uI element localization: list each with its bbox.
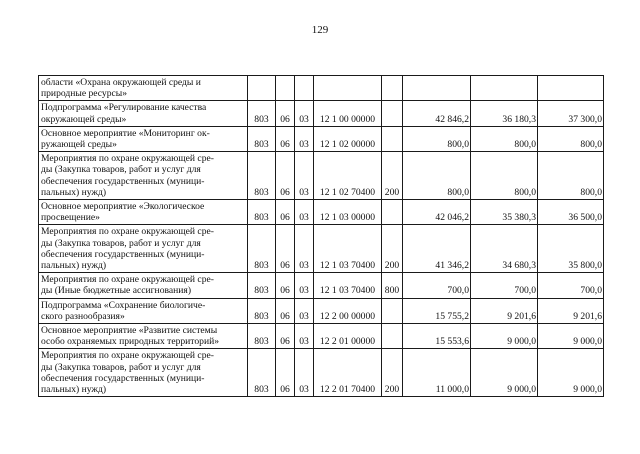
table-row [39,126,604,151]
cell-section-code: 06 [276,298,295,323]
cell-amount-year-3: 800,0 [538,152,604,200]
cell-amount-year-1: 800,0 [403,152,471,200]
cell-amount-year-1: 11 000,0 [403,349,471,397]
cell-amount-year-2: 9 000,0 [471,349,538,397]
cell-target-article: 12 1 02 00000 [314,126,382,151]
cell-target-article [314,76,382,101]
budget-table [38,75,604,397]
cell-section-code: 06 [276,126,295,151]
cell-target-article: 12 2 01 00000 [314,324,382,349]
cell-subsection-code: 03 [295,225,314,273]
cell-amount-year-2 [471,76,538,101]
cell-section-code [276,76,295,101]
cell-target-article: 12 1 03 70400 [314,273,382,298]
cell-amount-year-3: 35 800,0 [538,225,604,273]
cell-amount-year-3: 9 000,0 [538,349,604,397]
cell-name: Мероприятия по охране окружающей сре- ды (Закупка товаров, работ и услуг для обеспечения государственных (муници- пальных) нужд) [39,225,248,273]
cell-name: Подпрограмма «Регулирование качества окружающей среды» [39,101,248,126]
cell-section-code: 06 [276,273,295,298]
cell-expense-type [382,298,403,323]
cell-amount-year-1: 42 846,2 [403,101,471,126]
cell-target-article: 12 1 02 70400 [314,152,382,200]
table-row [39,324,604,349]
cell-name: Мероприятия по охране окружающей сре- ды (Закупка товаров, работ и услуг для обеспечения государственных (муници- пальных) нужд) [39,349,248,397]
cell-amount-year-1: 15 755,2 [403,298,471,323]
cell-department-code: 803 [248,298,276,323]
cell-expense-type: 800 [382,273,403,298]
cell-target-article: 12 1 03 00000 [314,200,382,225]
cell-name: Основное мероприятие «Мониторинг ок- ружающей среды» [39,126,248,151]
cell-amount-year-1: 800,0 [403,126,471,151]
cell-target-article: 12 2 01 70400 [314,349,382,397]
cell-amount-year-1: 700,0 [403,273,471,298]
table-row [39,225,604,273]
table-row [39,200,604,225]
cell-amount-year-3: 9 201,6 [538,298,604,323]
table-row [39,298,604,323]
table-body [39,76,604,397]
cell-name: Мероприятия по охране окружающей сре- ды (Закупка товаров, работ и услуг для обеспечения государственных (муници- пальных) нужд) [39,152,248,200]
cell-section-code: 06 [276,101,295,126]
cell-expense-type [382,101,403,126]
cell-amount-year-3: 37 300,0 [538,101,604,126]
cell-amount-year-2: 9 201,6 [471,298,538,323]
table-row [39,349,604,397]
cell-section-code: 06 [276,200,295,225]
cell-amount-year-2: 800,0 [471,126,538,151]
cell-expense-type [382,324,403,349]
cell-target-article: 12 1 03 70400 [314,225,382,273]
cell-expense-type: 200 [382,152,403,200]
cell-subsection-code: 03 [295,200,314,225]
cell-amount-year-2: 36 180,3 [471,101,538,126]
cell-expense-type [382,76,403,101]
cell-amount-year-1: 42 046,2 [403,200,471,225]
cell-expense-type [382,200,403,225]
table-row [39,152,604,200]
cell-department-code: 803 [248,101,276,126]
cell-department-code: 803 [248,225,276,273]
cell-expense-type [382,126,403,151]
cell-subsection-code: 03 [295,298,314,323]
cell-expense-type: 200 [382,225,403,273]
cell-amount-year-1: 15 553,6 [403,324,471,349]
cell-subsection-code: 03 [295,349,314,397]
cell-amount-year-3: 700,0 [538,273,604,298]
cell-amount-year-3: 9 000,0 [538,324,604,349]
cell-department-code: 803 [248,324,276,349]
cell-department-code: 803 [248,152,276,200]
cell-target-article: 12 2 00 00000 [314,298,382,323]
cell-amount-year-2: 700,0 [471,273,538,298]
cell-department-code [248,76,276,101]
cell-section-code: 06 [276,225,295,273]
cell-amount-year-2: 35 380,3 [471,200,538,225]
cell-subsection-code: 03 [295,152,314,200]
cell-subsection-code: 03 [295,101,314,126]
cell-department-code: 803 [248,349,276,397]
cell-section-code: 06 [276,349,295,397]
cell-subsection-code [295,76,314,101]
cell-amount-year-3: 800,0 [538,126,604,151]
cell-section-code: 06 [276,152,295,200]
cell-amount-year-3: 36 500,0 [538,200,604,225]
cell-amount-year-2: 800,0 [471,152,538,200]
cell-amount-year-1: 41 346,2 [403,225,471,273]
cell-amount-year-1 [403,76,471,101]
cell-name: Основное мероприятие «Экологическое просвещение» [39,200,248,225]
cell-expense-type: 200 [382,349,403,397]
cell-section-code: 06 [276,324,295,349]
cell-subsection-code: 03 [295,324,314,349]
cell-amount-year-2: 9 000,0 [471,324,538,349]
table-row [39,273,604,298]
cell-subsection-code: 03 [295,273,314,298]
page-number: 129 [311,24,329,36]
cell-amount-year-2: 34 680,3 [471,225,538,273]
cell-department-code: 803 [248,200,276,225]
cell-subsection-code: 03 [295,126,314,151]
table-row [39,76,604,101]
cell-name: Основное мероприятие «Развитие системы особо охраняемых природных территорий» [39,324,248,349]
cell-name: Мероприятия по охране окружающей сре- ды (Иные бюджетные ассигнования) [39,273,248,298]
cell-name: области «Охрана окружающей среды и природные ресурсы» [39,76,248,101]
table-row [39,101,604,126]
cell-department-code: 803 [248,273,276,298]
cell-target-article: 12 1 00 00000 [314,101,382,126]
cell-name: Подпрограмма «Сохранение биологиче- ского разнообразия» [39,298,248,323]
cell-department-code: 803 [248,126,276,151]
cell-amount-year-3 [538,76,604,101]
